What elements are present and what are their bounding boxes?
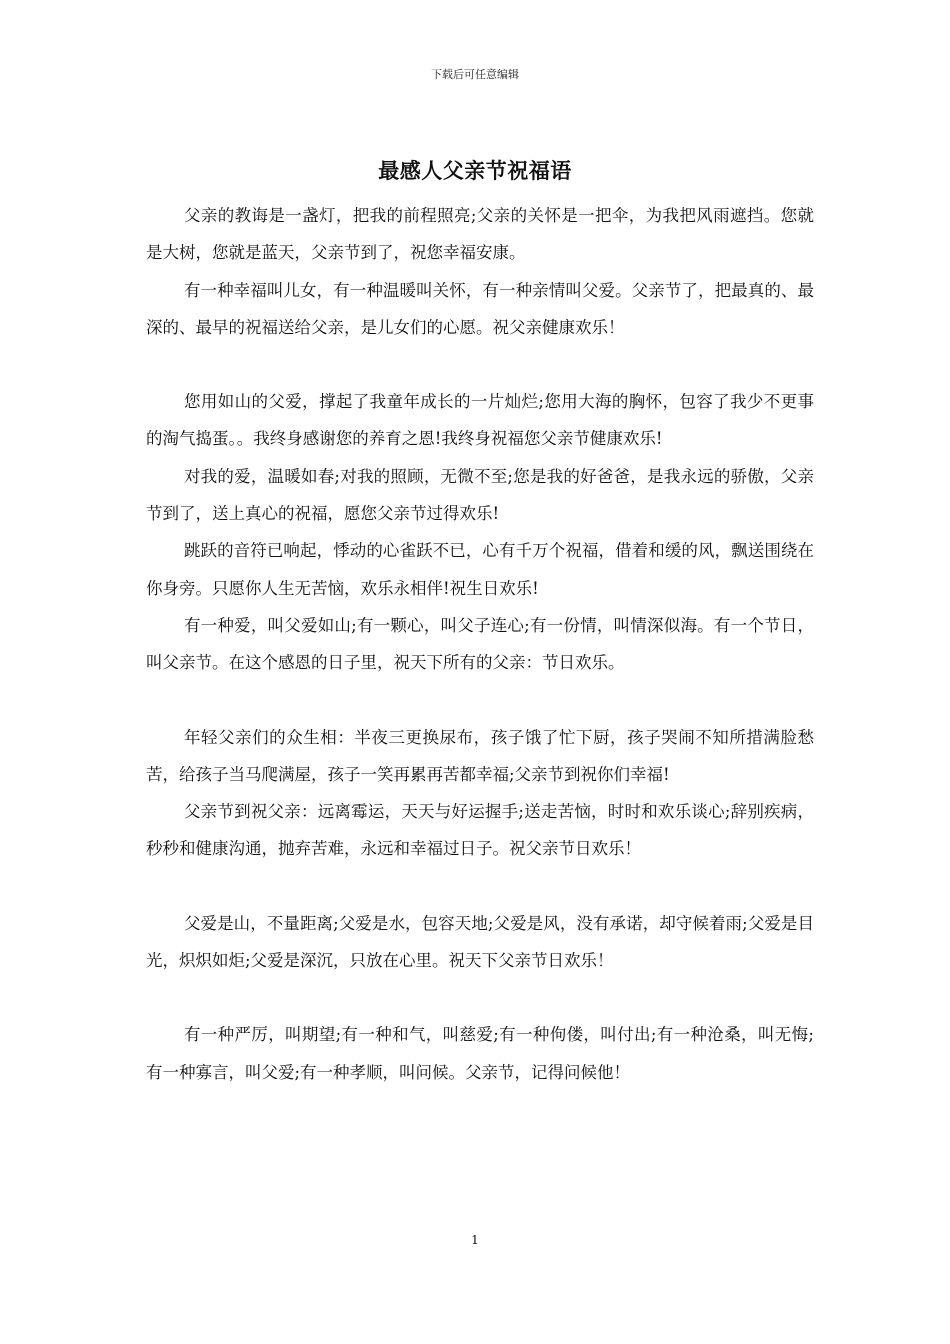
paragraph: 年轻父亲们的众生相：半夜三更换尿布，孩子饿了忙下厨，孩子哭闹不知所措满脸愁苦，给孩子当马爬满屋，孩子一笑再累再苦都幸福;父亲节到祝你们幸福! [146,727,814,784]
paragraph: 有一种幸福叫儿女，有一种温暖叫关怀，有一种亲情叫父爱。父亲节了，把最真的、最深的、最早的祝福送给父亲，是儿女们的心愿。祝父亲健康欢乐！ [146,280,814,337]
paragraph: 跳跃的音符已响起，悸动的心雀跃不已，心有千万个祝福，借着和缓的风，飘送围绕在你身旁。只愿你人生无苦恼，欢乐永相伴!祝生日欢乐! [146,541,814,598]
paragraph: 父爱是山，不量距离;父爱是水，包容天地;父爱是风，没有承诺，却守候着雨;父爱是目光，炽炽如炬;父爱是深沉，只放在心里。祝天下父亲节日欢乐！ [146,913,814,971]
paragraph: 对我的爱，温暖如春;对我的照顾，无微不至;您是我的好爸爸，是我永远的骄傲，父亲节到了，送上真心的祝福，愿您父亲节过得欢乐! [146,466,814,524]
paragraph: 有一种严厉，叫期望;有一种和气，叫慈爱;有一种佝偻，叫付出;有一种沧桑，叫无悔;有一种寡言，叫父爱;有一种孝顺，叫问候。父亲节，记得问候他！ [146,1025,814,1082]
paragraph: 父亲节到祝父亲：远离霉运，天天与好运握手;送走苦恼，时时和欢乐谈心;辞别疾病，秒秒和健康沟通，抛弃苦难，永远和幸福过日子。祝父亲节日欢乐！ [146,802,814,859]
page-number: 1 [471,1233,479,1247]
document-body [146,197,814,1091]
paragraph: 您用如山的父爱，撑起了我童年成长的一片灿烂;您用大海的胸怀，包容了我少不更事的淘气捣蛋。。我终身感谢您的养育之恩!我终身祝福您父亲节健康欢乐! [146,392,814,449]
paragraph: 父亲的教诲是一盏灯，把我的前程照亮;父亲的关怀是一把伞，为我把风雨遮挡。您就是大树，您就是蓝天，父亲节到了，祝您幸福安康。 [146,206,814,263]
paragraph: 有一种爱，叫父爱如山;有一颗心，叫父子连心;有一份情，叫情深似海。有一个节日，叫父亲节。在这个感恩的日子里，祝天下所有的父亲：节日欢乐。 [146,615,814,673]
page-header: 下载后可任意编辑 [431,68,519,81]
document-title: 最感人父亲节祝福语 [378,158,572,183]
